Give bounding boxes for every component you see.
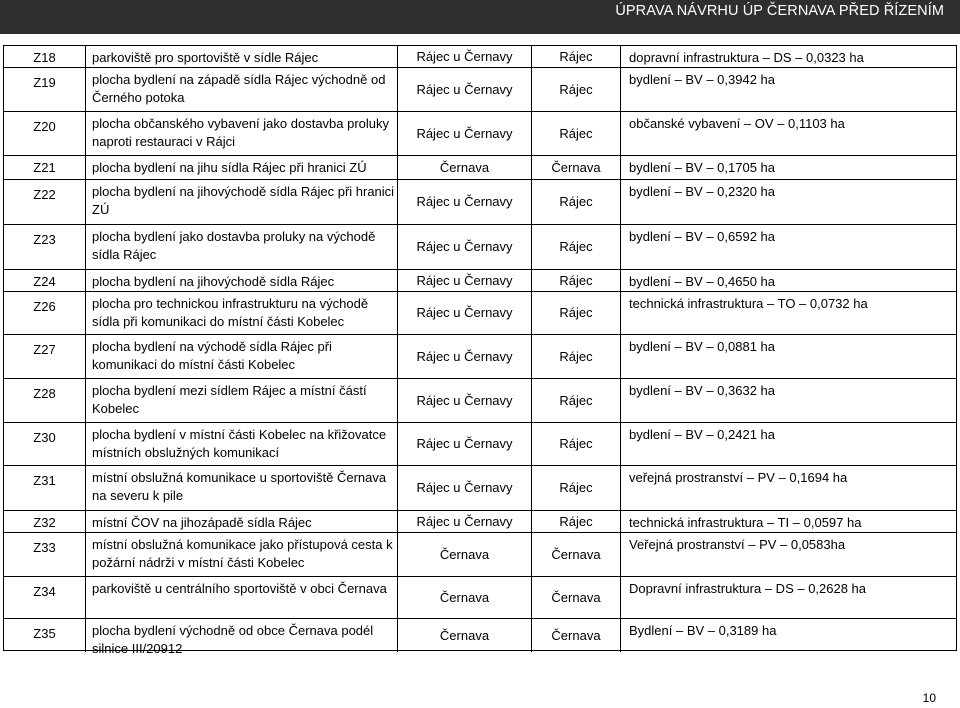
table-row bbox=[4, 68, 956, 112]
table-row bbox=[4, 379, 956, 423]
row-cadastral-area: Rájec u Černavy bbox=[398, 46, 532, 67]
row-description: plocha občanského vybavení jako dostavba proluky naproti restauraci v Rájci bbox=[86, 112, 398, 155]
row-description: plocha bydlení na západě sídla Rájec východně od Černého potoka bbox=[86, 68, 398, 111]
row-cadastral-area: Rájec u Černavy bbox=[398, 511, 532, 532]
row-municipality: Rájec bbox=[532, 46, 621, 67]
row-land-use: Bydlení – BV – 0,3189 ha bbox=[629, 623, 777, 638]
row-id: Z30 bbox=[4, 423, 86, 465]
row-land-use: dopravní infrastruktura – DS – 0,0323 ha bbox=[629, 50, 864, 65]
row-municipality: Rájec bbox=[532, 112, 621, 155]
row-cadastral-area: Rájec u Černavy bbox=[398, 270, 532, 291]
table-row bbox=[4, 112, 956, 156]
table-row bbox=[4, 270, 956, 292]
table-row bbox=[4, 577, 956, 619]
row-description: místní ČOV na jihozápadě sídla Rájec bbox=[86, 511, 398, 532]
row-municipality: Rájec bbox=[532, 68, 621, 111]
row-id: Z35 bbox=[4, 619, 86, 652]
row-id: Z34 bbox=[4, 577, 86, 618]
row-cadastral-area: Rájec u Černavy bbox=[398, 466, 532, 510]
row-id: Z23 bbox=[4, 225, 86, 269]
row-cadastral-area: Rájec u Černavy bbox=[398, 379, 532, 422]
table-row bbox=[4, 466, 956, 511]
row-id: Z19 bbox=[4, 68, 86, 111]
row-municipality: Rájec bbox=[532, 270, 621, 291]
row-description: plocha bydlení v místní části Kobelec na křižovatce místních obslužných komunikací bbox=[86, 423, 398, 465]
table-row bbox=[4, 292, 956, 335]
row-municipality: Rájec bbox=[532, 292, 621, 334]
row-land-use: bydlení – BV – 0,1705 ha bbox=[629, 160, 776, 175]
row-description: parkoviště u centrálního sportoviště v obci Černava bbox=[86, 577, 398, 618]
row-land-use: bydlení – BV – 0,4650 ha bbox=[629, 274, 776, 289]
row-municipality: Rájec bbox=[532, 379, 621, 422]
row-municipality: Rájec bbox=[532, 335, 621, 378]
row-description: plocha bydlení na jihu sídla Rájec při hranici ZÚ bbox=[86, 156, 398, 179]
row-description: plocha bydlení východně od obce Černava podél silnice III/20912 bbox=[86, 619, 398, 652]
row-id: Z18 bbox=[4, 46, 86, 67]
row-land-use: veřejná prostranství – PV – 0,1694 ha bbox=[629, 470, 848, 485]
row-cadastral-area: Černava bbox=[398, 577, 532, 618]
document-title: ÚPRAVA NÁVRHU ÚP ČERNAVA PŘED ŘÍZENÍM bbox=[615, 3, 944, 19]
row-description: plocha bydlení na jihovýchodě sídla Rájec bbox=[86, 270, 398, 291]
table-row bbox=[4, 46, 956, 68]
row-land-use: bydlení – BV – 0,0881 ha bbox=[629, 339, 776, 354]
row-land-use: bydlení – BV – 0,2320 ha bbox=[629, 184, 776, 199]
row-description: parkoviště pro sportoviště v sídle Rájec bbox=[86, 46, 398, 67]
row-cadastral-area: Rájec u Černavy bbox=[398, 335, 532, 378]
page-number: 10 bbox=[922, 691, 936, 705]
row-cadastral-area: Rájec u Černavy bbox=[398, 180, 532, 224]
row-description: plocha pro technickou infrastrukturu na východě sídla při komunikaci do místní části Kobelec bbox=[86, 292, 398, 334]
row-id: Z22 bbox=[4, 180, 86, 224]
row-cadastral-area: Černava bbox=[398, 533, 532, 576]
row-municipality: Černava bbox=[532, 156, 621, 179]
table-row bbox=[4, 511, 956, 533]
row-land-use: bydlení – BV – 0,3632 ha bbox=[629, 383, 776, 398]
row-id: Z28 bbox=[4, 379, 86, 422]
table-row bbox=[4, 156, 956, 180]
row-land-use: občanské vybavení – OV – 0,1103 ha bbox=[629, 116, 845, 131]
zoning-table bbox=[3, 45, 957, 656]
row-municipality: Černava bbox=[532, 619, 621, 652]
row-municipality: Rájec bbox=[532, 225, 621, 269]
row-land-use: technická infrastruktura – TO – 0,0732 ha bbox=[629, 296, 868, 311]
row-municipality: Rájec bbox=[532, 466, 621, 510]
page-header bbox=[0, 0, 960, 34]
row-land-use: bydlení – BV – 0,2421 ha bbox=[629, 427, 776, 442]
row-land-use: Dopravní infrastruktura – DS – 0,2628 ha bbox=[629, 581, 867, 596]
row-cadastral-area: Černava bbox=[398, 619, 532, 652]
row-description: plocha bydlení mezi sídlem Rájec a místní částí Kobelec bbox=[86, 379, 398, 422]
row-description: místní obslužná komunikace u sportoviště Černava na severu k pile bbox=[86, 466, 398, 510]
row-cadastral-area: Rájec u Černavy bbox=[398, 423, 532, 465]
table-row bbox=[4, 533, 956, 577]
row-cadastral-area: Rájec u Černavy bbox=[398, 292, 532, 334]
row-id: Z24 bbox=[4, 270, 86, 291]
row-cadastral-area: Rájec u Černavy bbox=[398, 112, 532, 155]
row-land-use: technická infrastruktura – TI – 0,0597 ha bbox=[629, 515, 862, 530]
row-description: plocha bydlení na východě sídla Rájec při komunikaci do místní části Kobelec bbox=[86, 335, 398, 378]
row-municipality: Černava bbox=[532, 577, 621, 618]
row-municipality: Rájec bbox=[532, 423, 621, 465]
row-id: Z27 bbox=[4, 335, 86, 378]
table-row bbox=[4, 619, 956, 656]
row-land-use: Veřejná prostranství – PV – 0,0583ha bbox=[629, 537, 846, 552]
row-id: Z21 bbox=[4, 156, 86, 179]
row-id: Z32 bbox=[4, 511, 86, 532]
row-municipality: Černava bbox=[532, 533, 621, 576]
row-land-use: bydlení – BV – 0,3942 ha bbox=[629, 72, 776, 87]
row-description: plocha bydlení jako dostavba proluky na východě sídla Rájec bbox=[86, 225, 398, 269]
table-row bbox=[4, 423, 956, 466]
row-description: místní obslužná komunikace jako přístupová cesta k požární nádrži v místní části Kobelec bbox=[86, 533, 398, 576]
table-row bbox=[4, 335, 956, 379]
row-description: plocha bydlení na jihovýchodě sídla Rájec při hranici ZÚ bbox=[86, 180, 398, 224]
row-land-use: bydlení – BV – 0,6592 ha bbox=[629, 229, 776, 244]
row-cadastral-area: Rájec u Černavy bbox=[398, 225, 532, 269]
row-id: Z26 bbox=[4, 292, 86, 334]
table-row bbox=[4, 225, 956, 270]
row-id: Z33 bbox=[4, 533, 86, 576]
row-municipality: Rájec bbox=[532, 180, 621, 224]
row-id: Z31 bbox=[4, 466, 86, 510]
row-cadastral-area: Rájec u Černavy bbox=[398, 68, 532, 111]
table-row bbox=[4, 180, 956, 225]
row-municipality: Rájec bbox=[532, 511, 621, 532]
row-cadastral-area: Černava bbox=[398, 156, 532, 179]
row-id: Z20 bbox=[4, 112, 86, 155]
